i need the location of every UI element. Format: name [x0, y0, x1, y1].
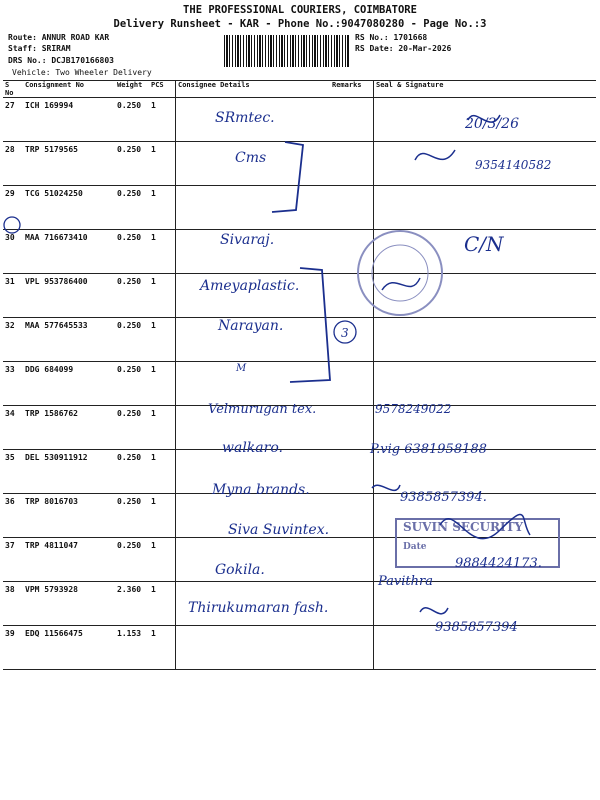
cell-pcs: 1: [149, 274, 176, 318]
cell-sno: 35: [3, 450, 23, 494]
cell-pcs: 1: [149, 318, 176, 362]
hw-sign-39: 9385857394: [435, 620, 518, 635]
hw-consignee-27: SRmtec.: [215, 110, 275, 126]
cell-pcs: 1: [149, 450, 176, 494]
cell-pcs: 1: [149, 230, 176, 274]
hw-sign-27: 20/3/26: [465, 116, 519, 132]
cell-consignment-no: VPL 953786400: [23, 274, 115, 318]
signature-scribble-36: [372, 485, 400, 490]
cell-weight: 0.250: [115, 98, 149, 142]
cell-consignment-no: ICH 169994: [23, 98, 115, 142]
cell-consignment-no: EDQ 11566475: [23, 626, 115, 670]
cell-sno: 29: [3, 186, 23, 230]
cell-weight: 0.250: [115, 274, 149, 318]
cell-sno: 38: [3, 582, 23, 626]
circle-number: 3: [341, 326, 349, 340]
cell-weight: 1.153: [115, 626, 149, 670]
cell-consignment-no: TRP 5179565: [23, 142, 115, 186]
cell-sno: 30: [3, 230, 23, 274]
cell-weight: 0.250: [115, 362, 149, 406]
cell-consignment-no: VPM 5793928: [23, 582, 115, 626]
cell-sno: 31: [3, 274, 23, 318]
cell-consignment-no: DDG 684099: [23, 362, 115, 406]
cell-sno: 39: [3, 626, 23, 670]
cell-sno: 28: [3, 142, 23, 186]
cell-weight: 0.250: [115, 450, 149, 494]
cell-pcs: 1: [149, 98, 176, 142]
hw-consignee-35: walkaro.: [222, 440, 283, 456]
col-signature: Seal & Signature: [374, 81, 597, 98]
cell-weight: 0.250: [115, 538, 149, 582]
company-title: THE PROFESSIONAL COURIERS, COIMBATORE: [183, 4, 417, 16]
round-seal-inner: [372, 245, 428, 301]
cell-pcs: 1: [149, 362, 176, 406]
stamp-text: SUVIN SECURITY: [403, 520, 524, 534]
rs-date: RS Date: 20-Mar-2026: [355, 44, 452, 53]
stamp-date: Date: [403, 542, 427, 552]
hw-consignee-36: Myna brands.: [212, 482, 310, 498]
hw-consignee-34: Velmurugan tex.: [208, 402, 317, 417]
cell-sno: 34: [3, 406, 23, 450]
cell-pcs: 1: [149, 142, 176, 186]
hw-consignee-37: Siva Suvintex.: [228, 522, 330, 538]
route: Route: ANNUR ROAD KAR: [8, 33, 110, 42]
cell-sno: 33: [3, 362, 23, 406]
hw-sign-35: P.vig 6381958188: [370, 442, 487, 457]
cell-consignment-no: TRP 1586762: [23, 406, 115, 450]
signature-scribble-39: [420, 608, 448, 614]
hw-sign-38b: Pavithra: [378, 574, 433, 589]
hw-sign-36: 9385857394.: [400, 490, 487, 505]
cell-consignment-no: TRP 4811047: [23, 538, 115, 582]
signature-scribble-28: [415, 150, 455, 160]
hw-consignee-33: M: [236, 363, 247, 374]
signature-scribble-27: [468, 115, 500, 122]
hw-sign-34: 9578249022: [375, 402, 452, 416]
hw-consignee-38: Gokila.: [215, 562, 265, 578]
staff: Staff: SRIRAM: [8, 44, 71, 53]
hw-consignee-39: Thirukumaran fash.: [188, 600, 329, 616]
cell-weight: 2.360: [115, 582, 149, 626]
cell-pcs: 1: [149, 406, 176, 450]
bracket-mark-31: [290, 268, 330, 382]
round-seal: [358, 231, 442, 315]
cell-sno: 36: [3, 494, 23, 538]
runsheet-subtitle: Delivery Runsheet - KAR - Phone No.:9047080280 - Page No.:3: [113, 18, 487, 30]
col-remarks: Remarks: [330, 81, 374, 98]
cell-weight: 0.250: [115, 142, 149, 186]
bracket-mark-28: [272, 142, 303, 212]
cell-consignment-no: MAA 716673410: [23, 230, 115, 274]
cell-sno: 27: [3, 98, 23, 142]
col-consignee: Consignee Details: [176, 81, 331, 98]
hw-consignee-31: Ameyaplastic.: [200, 278, 300, 294]
drs-no: DRS No.: DCJB170166803: [8, 56, 114, 65]
cell-consignment-no: MAA 577645533: [23, 318, 115, 362]
cell-pcs: 1: [149, 494, 176, 538]
col-weight: Weight: [115, 81, 149, 98]
hw-consignee-32: Narayan.: [218, 318, 284, 334]
cell-sno: 32: [3, 318, 23, 362]
vehicle: Vehicle: Two Wheeler Delivery: [12, 68, 152, 77]
hw-sign-30: C/N: [464, 232, 504, 256]
col-pcs: PCS: [149, 81, 176, 98]
rs-no: RS No.: 1701668: [355, 33, 428, 42]
cell-consignment-no: TCG 51024250: [23, 186, 115, 230]
cell-weight: 0.250: [115, 186, 149, 230]
cell-pcs: 1: [149, 538, 176, 582]
cell-weight: 0.250: [115, 406, 149, 450]
hw-consignee-30: Sivaraj.: [220, 232, 275, 248]
signature-scribble-31: [382, 278, 420, 290]
cell-weight: 0.250: [115, 230, 149, 274]
hw-sign-38a: 9884424173.: [455, 556, 542, 571]
cell-pcs: 1: [149, 626, 176, 670]
hw-consignee-28: Cms: [235, 150, 267, 166]
cell-consignment-no: DEL 530911912: [23, 450, 115, 494]
col-consignment: Consignment No: [23, 81, 115, 98]
cell-weight: 0.250: [115, 318, 149, 362]
hw-sign-28: 9354140582: [475, 158, 552, 172]
circle-mark-30: [4, 217, 20, 233]
cell-weight: 0.250: [115, 494, 149, 538]
cell-consignment-no: TRP 8016703: [23, 494, 115, 538]
cell-pcs: 1: [149, 582, 176, 626]
cell-sno: 37: [3, 538, 23, 582]
signature-scribble-37: [440, 514, 530, 538]
col-sno: S No: [3, 81, 23, 98]
cell-pcs: 1: [149, 186, 176, 230]
